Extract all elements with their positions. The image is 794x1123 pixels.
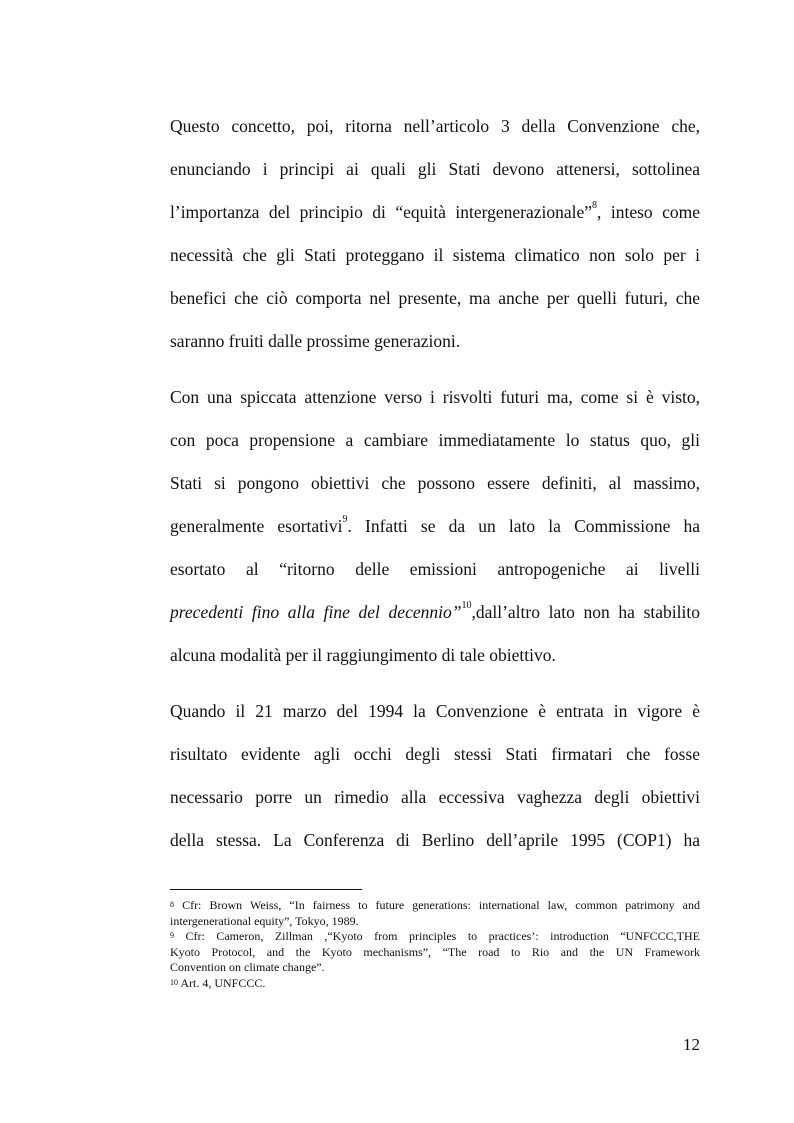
footnote-number: 8 xyxy=(170,900,174,909)
text-line: Stati si pongono obiettivi che possono essere definiti, al massimo, xyxy=(170,473,700,493)
text-line: esortato al “ritorno delle emissioni antropogeniche ai livelli xyxy=(170,559,700,579)
footnotes xyxy=(170,898,700,991)
footnote-text: intergenerational equity”, Tokyo, 1989. xyxy=(170,913,359,928)
text-line: risultato evidente agli occhi degli stessi Stati firmatari che fosse xyxy=(170,744,700,764)
text-line xyxy=(170,591,700,634)
text-line: Con una spiccata attenzione verso i risvolti futuri ma, come si è visto, xyxy=(170,387,700,407)
text-line: necessità che gli Stati proteggano il sistema climatico non solo per i xyxy=(170,245,700,265)
paragraph-3 xyxy=(170,690,700,862)
text-line xyxy=(170,505,700,548)
footnote-10 xyxy=(170,976,700,992)
text-segment: , inteso come xyxy=(597,202,701,222)
footnote-text: Cfr: Cameron, Zillman ,“Kyoto from principles to practices’: introduction “UNFCCC,THE xyxy=(185,929,700,943)
footnote-text: Cfr: Brown Weiss, “In fairness to future generations: international law, common patrimony and xyxy=(182,898,700,912)
text-line: con poca propensione a cambiare immediatamente lo status quo, gli xyxy=(170,430,700,450)
paragraph-1 xyxy=(170,105,700,363)
text-line: necessario porre un rimedio alla eccessiva vaghezza degli obiettivi xyxy=(170,787,700,807)
text-line: enunciando i principi ai quali gli Stati devono attenersi, sottolinea xyxy=(170,159,700,179)
text-line: della stessa. La Conferenza di Berlino dell’aprile 1995 (COP1) ha xyxy=(170,830,700,850)
footnote-text: Convention on climate change”. xyxy=(170,960,325,974)
text-segment: . Infatti se da un lato la Commissione ha xyxy=(347,516,700,536)
text-segment: ,dall’altro lato non ha stabilito xyxy=(471,602,700,622)
text-line: saranno fruiti dalle prossime generazioni. xyxy=(170,331,461,351)
text-line: alcuna modalità per il raggiungimento di tale obiettivo. xyxy=(170,645,556,665)
text-line: Quando il 21 marzo del 1994 la Convenzione è entrata in vigore è xyxy=(170,701,700,721)
footnote-8 xyxy=(170,898,700,914)
text-segment: l’importanza del principio di “equità intergenerazionale” xyxy=(170,202,593,222)
footnote-9 xyxy=(170,929,700,945)
footnote-text: Kyoto Protocol, and the Kyoto mechanisms”, “The road to Rio and the UN Framework xyxy=(170,944,700,959)
footnote-ref-8[interactable]: 8 xyxy=(592,200,598,211)
text-line: benefici che ciò comporta nel presente, ma anche per quelli futuri, che xyxy=(170,288,700,308)
footnote-number: 9 xyxy=(170,931,174,940)
text-line: Questo concetto, poi, ritorna nell’articolo 3 della Convenzione che, xyxy=(170,116,700,136)
footnote-separator xyxy=(170,889,362,890)
footnote-ref-10[interactable]: 10 xyxy=(461,600,472,611)
text-line xyxy=(170,191,700,234)
footnote-ref-9[interactable]: 9 xyxy=(342,514,348,525)
footnote-text: Art. 4, UNFCCC. xyxy=(180,975,266,990)
page-number: 12 xyxy=(683,1035,700,1054)
paragraph-2 xyxy=(170,376,700,677)
text-segment: generalmente esortativi xyxy=(170,516,343,536)
italic-quote: precedenti fino alla fine del decennio” xyxy=(170,602,462,622)
footnote-number: 10 xyxy=(170,977,178,987)
